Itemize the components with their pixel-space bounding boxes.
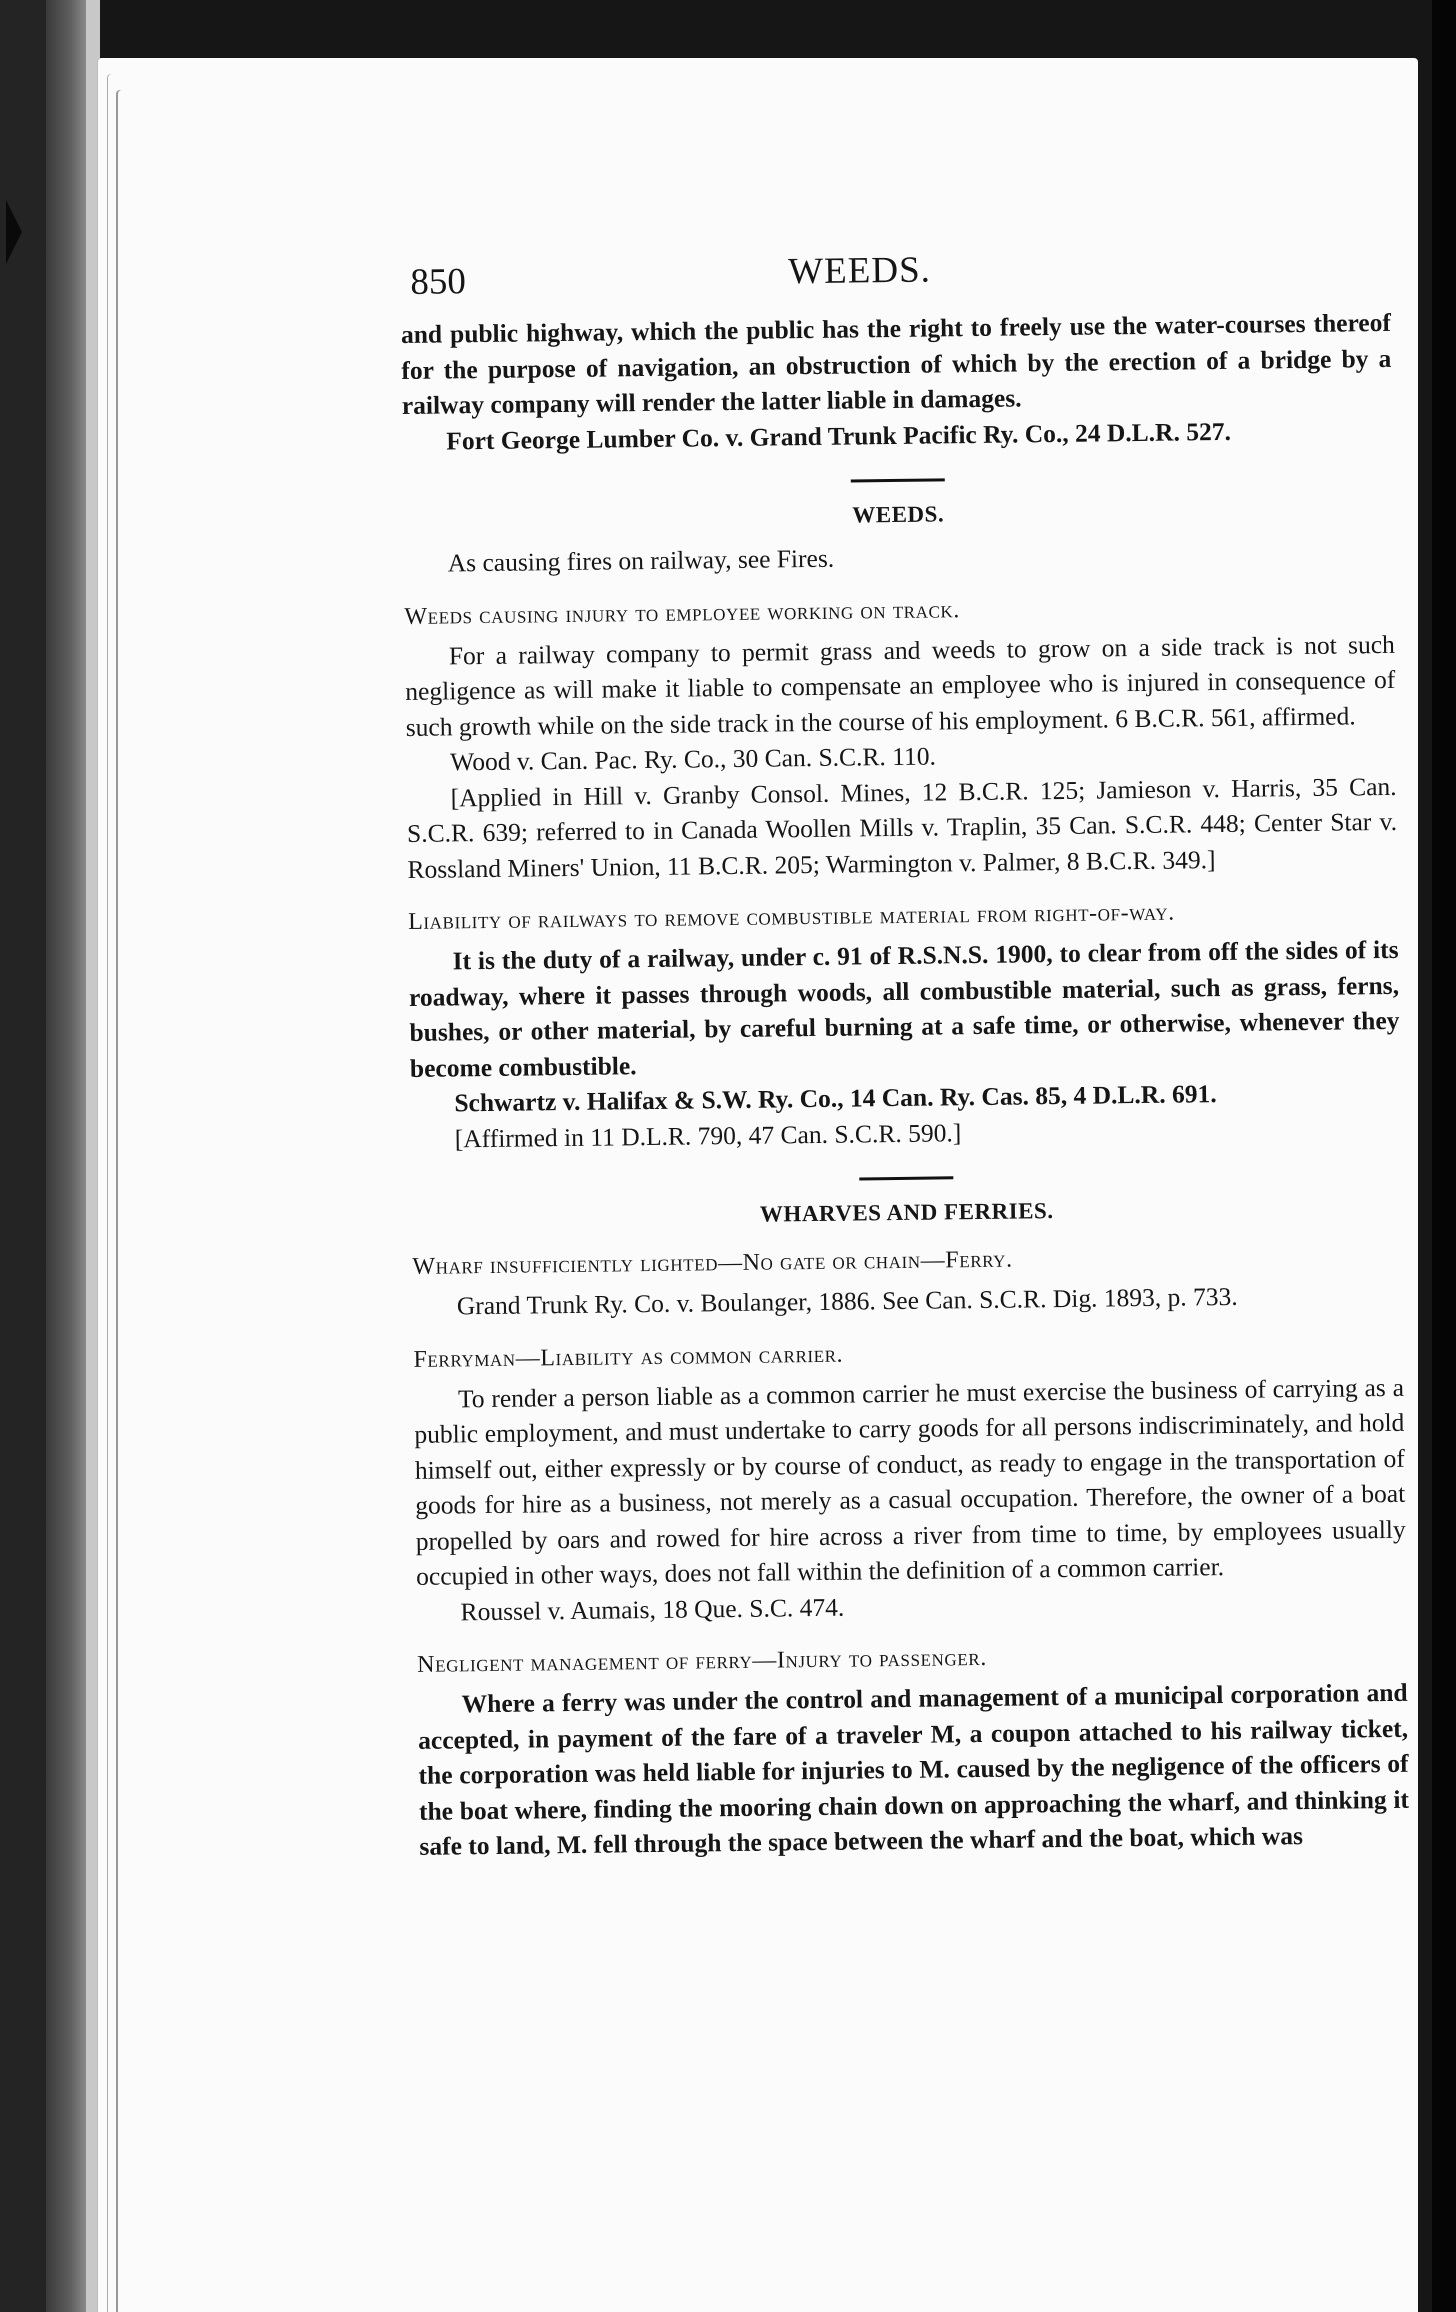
case-citation: Roussel v. Aumais, 18 Que. S.C. 474. xyxy=(460,1592,845,1626)
case-note: [Affirmed in 11 D.L.R. 790, 47 Can. S.C.R. 590.] xyxy=(454,1117,962,1153)
section-title-weeds: WEEDS. xyxy=(852,501,945,528)
subheading: Negligent management of ferry—Injury to passenger. xyxy=(417,1644,987,1678)
subheading: Wharf insufficiently lighted—No gate or chain—Ferry. xyxy=(412,1246,1013,1280)
page-content xyxy=(400,243,1410,1864)
section-title-wharves: WHARVES AND FERRIES. xyxy=(759,1198,1054,1227)
paragraph: It is the duty of a railway, under c. 91 of R.S.N.S. 1900, to clear from off the sides of its roadway, where it passes through woods, all combustible material, such as grass, ferns, bushes, or other material, by careful burning at a safe time, or otherwise, whenever they become combustible. xyxy=(408,934,1400,1083)
book-page-edges xyxy=(46,0,86,2312)
subheading: Liability of railways to remove combustible material from right-of-way. xyxy=(407,899,1175,935)
cross-reference: As causing fires on railway, see Fires. xyxy=(447,543,835,578)
paragraph: To render a person liable as a common carrier he must exercise the business of carrying as a public employment, and must undertake to carry goods for all persons indiscriminately, and hold himself out, either expressly or by course of conduct, as ready to engage in the transportation of goods for hire as a business, not merely as a casual occupation. Therefore, the owner of a boat propelled by oars and rowed for hire across a river from time to time, by employees usually occupied in other ways, does not fall within the definition of a common carrier. xyxy=(414,1372,1406,1591)
section-divider xyxy=(859,1176,953,1180)
case-citation: Grand Trunk Ry. Co. v. Boulanger, 1886. See Can. S.C.R. Dig. 1893, p. 733. xyxy=(456,1281,1238,1321)
page-header xyxy=(400,243,1391,317)
running-head: WEEDS. xyxy=(787,249,932,293)
page-number: 850 xyxy=(410,261,467,303)
scan-border xyxy=(1432,0,1456,2312)
subheading: Weeds causing injury to employee working on track. xyxy=(404,596,961,630)
paragraph: For a railway company to permit grass and weeds to grow on a side track is not such negligence as will make it liable to compensate an employee who is injured in consequence of such growth while on the side track in the course of his employment. 6 B.C.R. 561, affirmed. xyxy=(405,629,1396,742)
subheading: Ferryman—Liability as common carrier. xyxy=(413,1341,844,1373)
case-citation: Fort George Lumber Co. v. Grand Trunk Pacific Ry. Co., 24 D.L.R. 527. xyxy=(446,416,1232,455)
continuation-paragraph: and public highway, which the public has the right to freely use the water-courses thereof for the purpose of navigation, an obstruction of which by the erection of a bridge by a railway company will render the latter liable in damages. xyxy=(400,307,1392,420)
case-citation: Wood v. Can. Pac. Ry. Co., 30 Can. S.C.R. 110. xyxy=(450,741,937,777)
book-spine-shadow xyxy=(0,0,46,2312)
case-citation: Schwartz v. Halifax & S.W. Ry. Co., 14 Can. Ry. Cas. 85, 4 D.L.R. 691. xyxy=(454,1079,1217,1118)
paragraph: Where a ferry was under the control and management of a municipal corporation and accepted, in payment of the fare of a traveler M, a coupon attached to his railway ticket, the corporation was held liable for injuries to M. caused by the negligence of the officers of the boat where, finding the mooring chain down on approaching the wharf, and thinking it safe to land, M. fell through the space between the wharf and the boat, which was xyxy=(417,1677,1410,1861)
page-turn-arrow-icon xyxy=(6,200,22,264)
section-divider xyxy=(851,478,945,482)
case-note: [Applied in Hill v. Granby Consol. Mines, 12 B.C.R. 125; Jamieson v. Harris, 35 Can. S.C.R. 639; referred to in Canada Woollen Mills v. Traplin, 35 Can. S.C.R. 448; Center Star v. Rossland Miners' Union, 11 B.C.R. 205; Warmington v. Palmer, 8 B.C.R. 349.] xyxy=(406,771,1398,884)
